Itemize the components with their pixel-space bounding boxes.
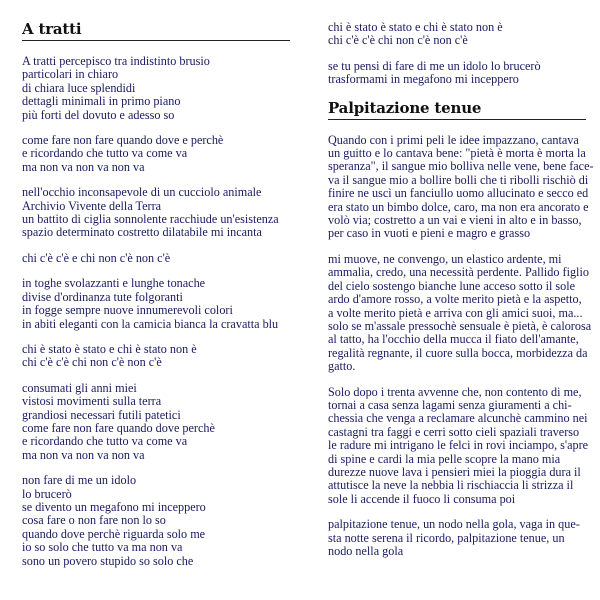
verse-line: per caso in vuoti e pieni e magro e grasso xyxy=(328,226,531,241)
stanza xyxy=(22,55,290,122)
verse-line: le radure mi intrigano le felci in rovi inciampo, s'apre xyxy=(328,438,589,453)
verse-line: in abiti eleganti con la camicia bianca la cravatta blu xyxy=(22,316,279,331)
verse-line: palpitazione tenue, un nodo nella gola, vaga in que- xyxy=(328,517,580,532)
right-column xyxy=(328,0,594,570)
verse-line: speranza", il sangue mio bolliva nelle vene, bene face- xyxy=(328,159,594,174)
verse-line: e ricordando che tutto va come va xyxy=(22,146,188,161)
verse-line: trasformami in megafono mi inceppero xyxy=(328,72,519,87)
poem-title-a-tratti: A tratti xyxy=(22,20,290,41)
verse-line: sono un povero stupido so solo che xyxy=(22,553,194,568)
verse-line: di spine e cardi la mia pelle scopre la mano mia xyxy=(328,451,561,466)
verse-line: io so solo che tutto va ma non va xyxy=(22,540,183,555)
verse-line: ardo d'amore rosso, a volte merito pietà e la aspetto, xyxy=(328,292,582,307)
verse-line: quando dove perchè riguarda solo me xyxy=(22,526,206,541)
verse-line: nell'occhio inconsapevole di un cucciolo animale xyxy=(22,185,262,200)
verse-line: mi muove, ne convengo, un elastico ardente, mi xyxy=(328,251,562,266)
verse-line: era stato un bimbo dolce, caro, ma non era ancorato e xyxy=(328,199,589,214)
verse-line: chi è stato è stato e chi è stato non è xyxy=(328,20,503,34)
verse-line: di chiara luce splendidi xyxy=(22,80,136,95)
verse-line: A tratti percepisco tra indistinto brusio xyxy=(22,54,210,68)
verse-line: non fare di me un idolo xyxy=(22,473,137,488)
verse-line: in toghe svolazzanti e lunghe tonache xyxy=(22,276,206,291)
stanza xyxy=(328,251,592,374)
verse-line: Solo dopo i trenta avvenne che, non contento di me, xyxy=(328,384,582,399)
verse-line: al tatto, ha l'occhio della mucca il fiato dell'amante, xyxy=(328,332,579,347)
verse-line: in fogge sempre nuove innumerevoli colori xyxy=(22,303,233,318)
verse-line: particolari in chiaro xyxy=(22,67,119,82)
verse-line: Archivio Vivente della Terra xyxy=(22,198,162,213)
stanza xyxy=(328,60,586,87)
stanza xyxy=(22,277,290,331)
stanza xyxy=(328,384,589,507)
verse-line: spazio determinato costretto dilatabile mi incanta xyxy=(22,225,262,240)
poem-continuation xyxy=(328,21,586,87)
stanza xyxy=(22,186,290,240)
verse-line: cosa fare o non fare non lo so xyxy=(22,513,166,528)
verse-line: chi c'è c'è e chi non c'è non c'è xyxy=(22,250,171,265)
verse-line: vistosi movimenti sulla terra xyxy=(22,394,162,409)
verse-line: un guitto e lo cantava bene: "pietà è morta è morta la xyxy=(328,146,586,161)
verse-line: chi c'è c'è chi non c'è non c'è xyxy=(22,355,162,370)
stanza xyxy=(22,382,290,462)
verse-line: del cielo sostengo bianche lune acceso sotto il sole xyxy=(328,278,576,293)
verse-line: grandiosi necessari futili patetici xyxy=(22,407,181,422)
verse-line: dettagli minimali in primo piano xyxy=(22,94,181,109)
verse-line: divise d'ordinanza tute folgoranti xyxy=(22,289,183,304)
verse-line: gatto. xyxy=(328,359,356,374)
stanza xyxy=(328,132,594,241)
verse-line: consumati gli anni miei xyxy=(22,380,137,395)
poem-body-palpitazione-tenue xyxy=(328,132,594,559)
verse-line: come fare non fare quando dove e perchè xyxy=(22,133,224,148)
verse-line: castagni tra faggi e cerri sotto cieli spaziali traverso xyxy=(328,424,580,439)
verse-line: se divento un megafono mi inceppero xyxy=(22,499,206,514)
verse-line: un battito di ciglia sonnolente racchiude un'esistenza xyxy=(22,212,279,227)
stanza xyxy=(22,252,290,265)
stanza xyxy=(22,343,290,370)
stanza xyxy=(22,134,290,174)
stanza xyxy=(328,518,586,558)
verse-line: nodo nella gola xyxy=(328,544,404,558)
verse-line: finire ne uscì un fanciullo uomo allucinato e secco ed xyxy=(328,186,589,201)
verse-line: solo se m'assale pressochè sensuale è pietà, è calorosa xyxy=(328,318,592,333)
verse-line: chi c'è c'è chi non c'è non c'è xyxy=(328,33,468,48)
verse-line: lo brucerò xyxy=(22,486,72,501)
left-column xyxy=(22,0,290,580)
verse-line: chessia che venga a reclamare alcunchè cammino nei xyxy=(328,411,588,426)
verse-line: e ricordando che tutto va come va xyxy=(22,434,188,449)
verse-line: va il sangue mio a bollire bolli che ti ribolli rischiò di xyxy=(328,172,589,187)
verse-line: sta notte serena il ricordo, palpitazione tenue, un xyxy=(328,530,565,545)
poem-title-palpitazione-tenue: Palpitazione tenue xyxy=(328,99,586,120)
poem-body-a-tratti xyxy=(22,55,290,568)
verse-line: ma non va non va non va xyxy=(22,447,145,462)
verse-line: tornai a casa senza lagami senza giuramenti a chi- xyxy=(328,397,572,412)
verse-line: ma non va non va non va xyxy=(22,159,145,174)
verse-line: ammalia, credo, una necessità perdente. Pallido figlio xyxy=(328,265,589,280)
verse-line: volò via; costretto a un vai e vieni in alto e in basso, xyxy=(328,213,582,228)
verse-line: come fare non fare quando dove perchè xyxy=(22,420,215,435)
verse-line: durezze nuove lava i pensieri miei la pioggia dura il xyxy=(328,464,581,479)
verse-line: chi è stato è stato e chi è stato non è xyxy=(22,341,197,356)
verse-line: attutisce la neve la nebbia li rischiaccia li strizza il xyxy=(328,478,574,493)
verse-line: sole li accende il fuoco li consuma poi xyxy=(328,491,516,506)
verse-line: a volte merito pietà e arriva con gli amici suoi, ma... xyxy=(328,305,583,320)
verse-line: regalità regnante, il cuore sulla bocca, morbidezza da xyxy=(328,345,588,360)
verse-line: più forti del dovuto e adesso so xyxy=(22,107,175,122)
stanza xyxy=(328,21,586,48)
verse-line: se tu pensi di fare di me un idolo lo brucerò xyxy=(328,58,541,73)
stanza xyxy=(22,474,290,568)
verse-line: Quando con i primi peli le idee impazzano, cantava xyxy=(328,132,579,147)
